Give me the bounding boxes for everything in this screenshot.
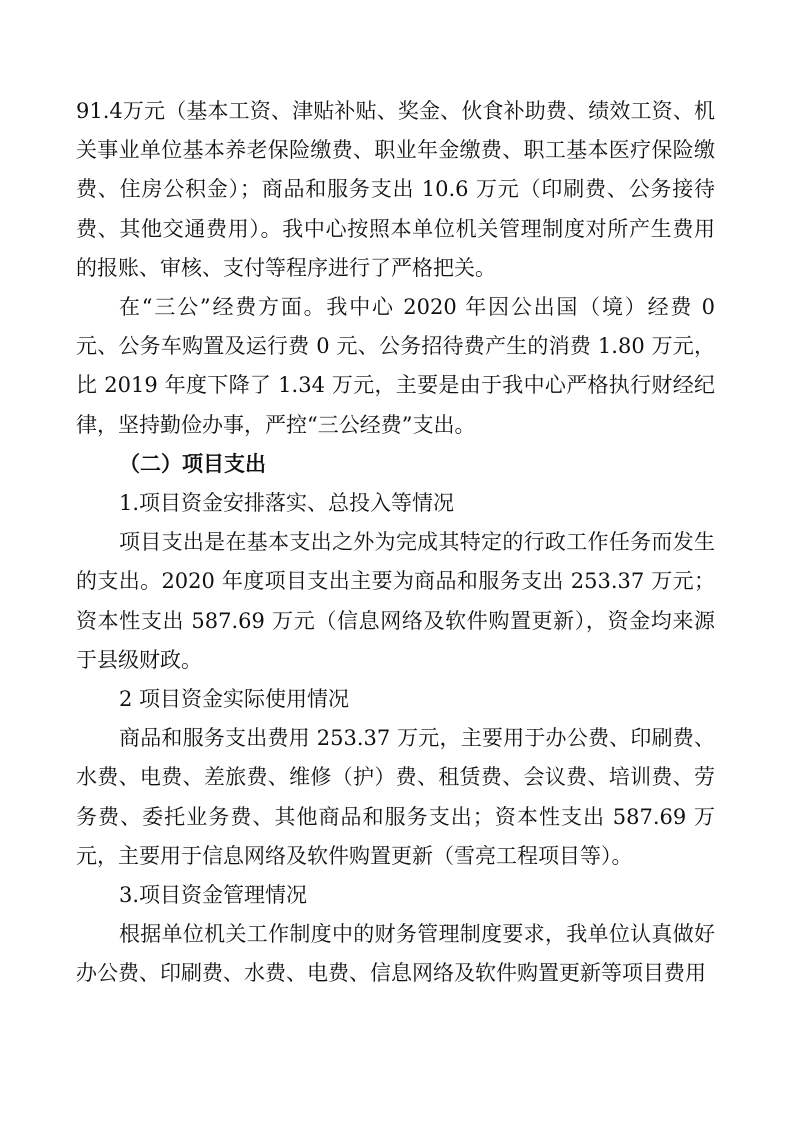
subheading-actual-fund-use: 2 项目资金实际使用情况 bbox=[119, 687, 350, 712]
subheading-fund-arrangement: 1.项目资金安排落实、总投入等情况 bbox=[119, 491, 455, 516]
paragraph-project-expenditure-overview: 项目支出是在基本支出之外为完成其特定的行政工作任务而发生的支出。2020 年度项目支出主要为商品和服务支出 253.37 万元；资本性支出 587.69 万元（信息网络及软件购置更新），资金均来源于县级财政。 bbox=[76, 530, 715, 672]
section-heading-project-expenditure: （二）项目支出 bbox=[119, 451, 266, 476]
paragraph-actual-fund-use: 商品和服务支出费用 253.37 万元，主要用于办公费、印刷费、水费、电费、差旅费、维修（护）费、租赁费、会议费、培训费、劳务费、委托业务费、其他商品和服务支出；资本性支出 587.69 万元，主要用于信息网络及软件购置更新（雪亮工程项目等）。 bbox=[76, 726, 715, 868]
paragraph-three-public-expenses: 在“三公”经费方面。我中心 2020 年因公出国（境）经费 0 元、公务车购置及运行费 0 元、公务招待费产生的消费 1.80 万元，比 2019 年度下降了 1.34 万元，主要是由于我中心严格执行财经纪律，坚持勤俭办事，严控“三公经费”支出。 bbox=[76, 295, 715, 437]
paragraph-fund-management: 根据单位机关工作制度中的财务管理制度要求，我单位认真做好办公费、印刷费、水费、电费、信息网络及软件购置更新等项目费用 bbox=[76, 922, 715, 986]
paragraph-personnel-expenses: 91.4万元（基本工资、津贴补贴、奖金、伙食补助费、绩效工资、机关事业单位基本养老保险缴费、职业年金缴费、职工基本医疗保险缴费、住房公积金）；商品和服务支出 10.6 万元（印刷费、公务接待费、其他交通费用）。我中心按照本单位机关管理制度对所产生费用的报账、审核、支付等程序进行了严格把关。 bbox=[76, 99, 715, 280]
subheading-fund-management: 3.项目资金管理情况 bbox=[119, 883, 308, 908]
